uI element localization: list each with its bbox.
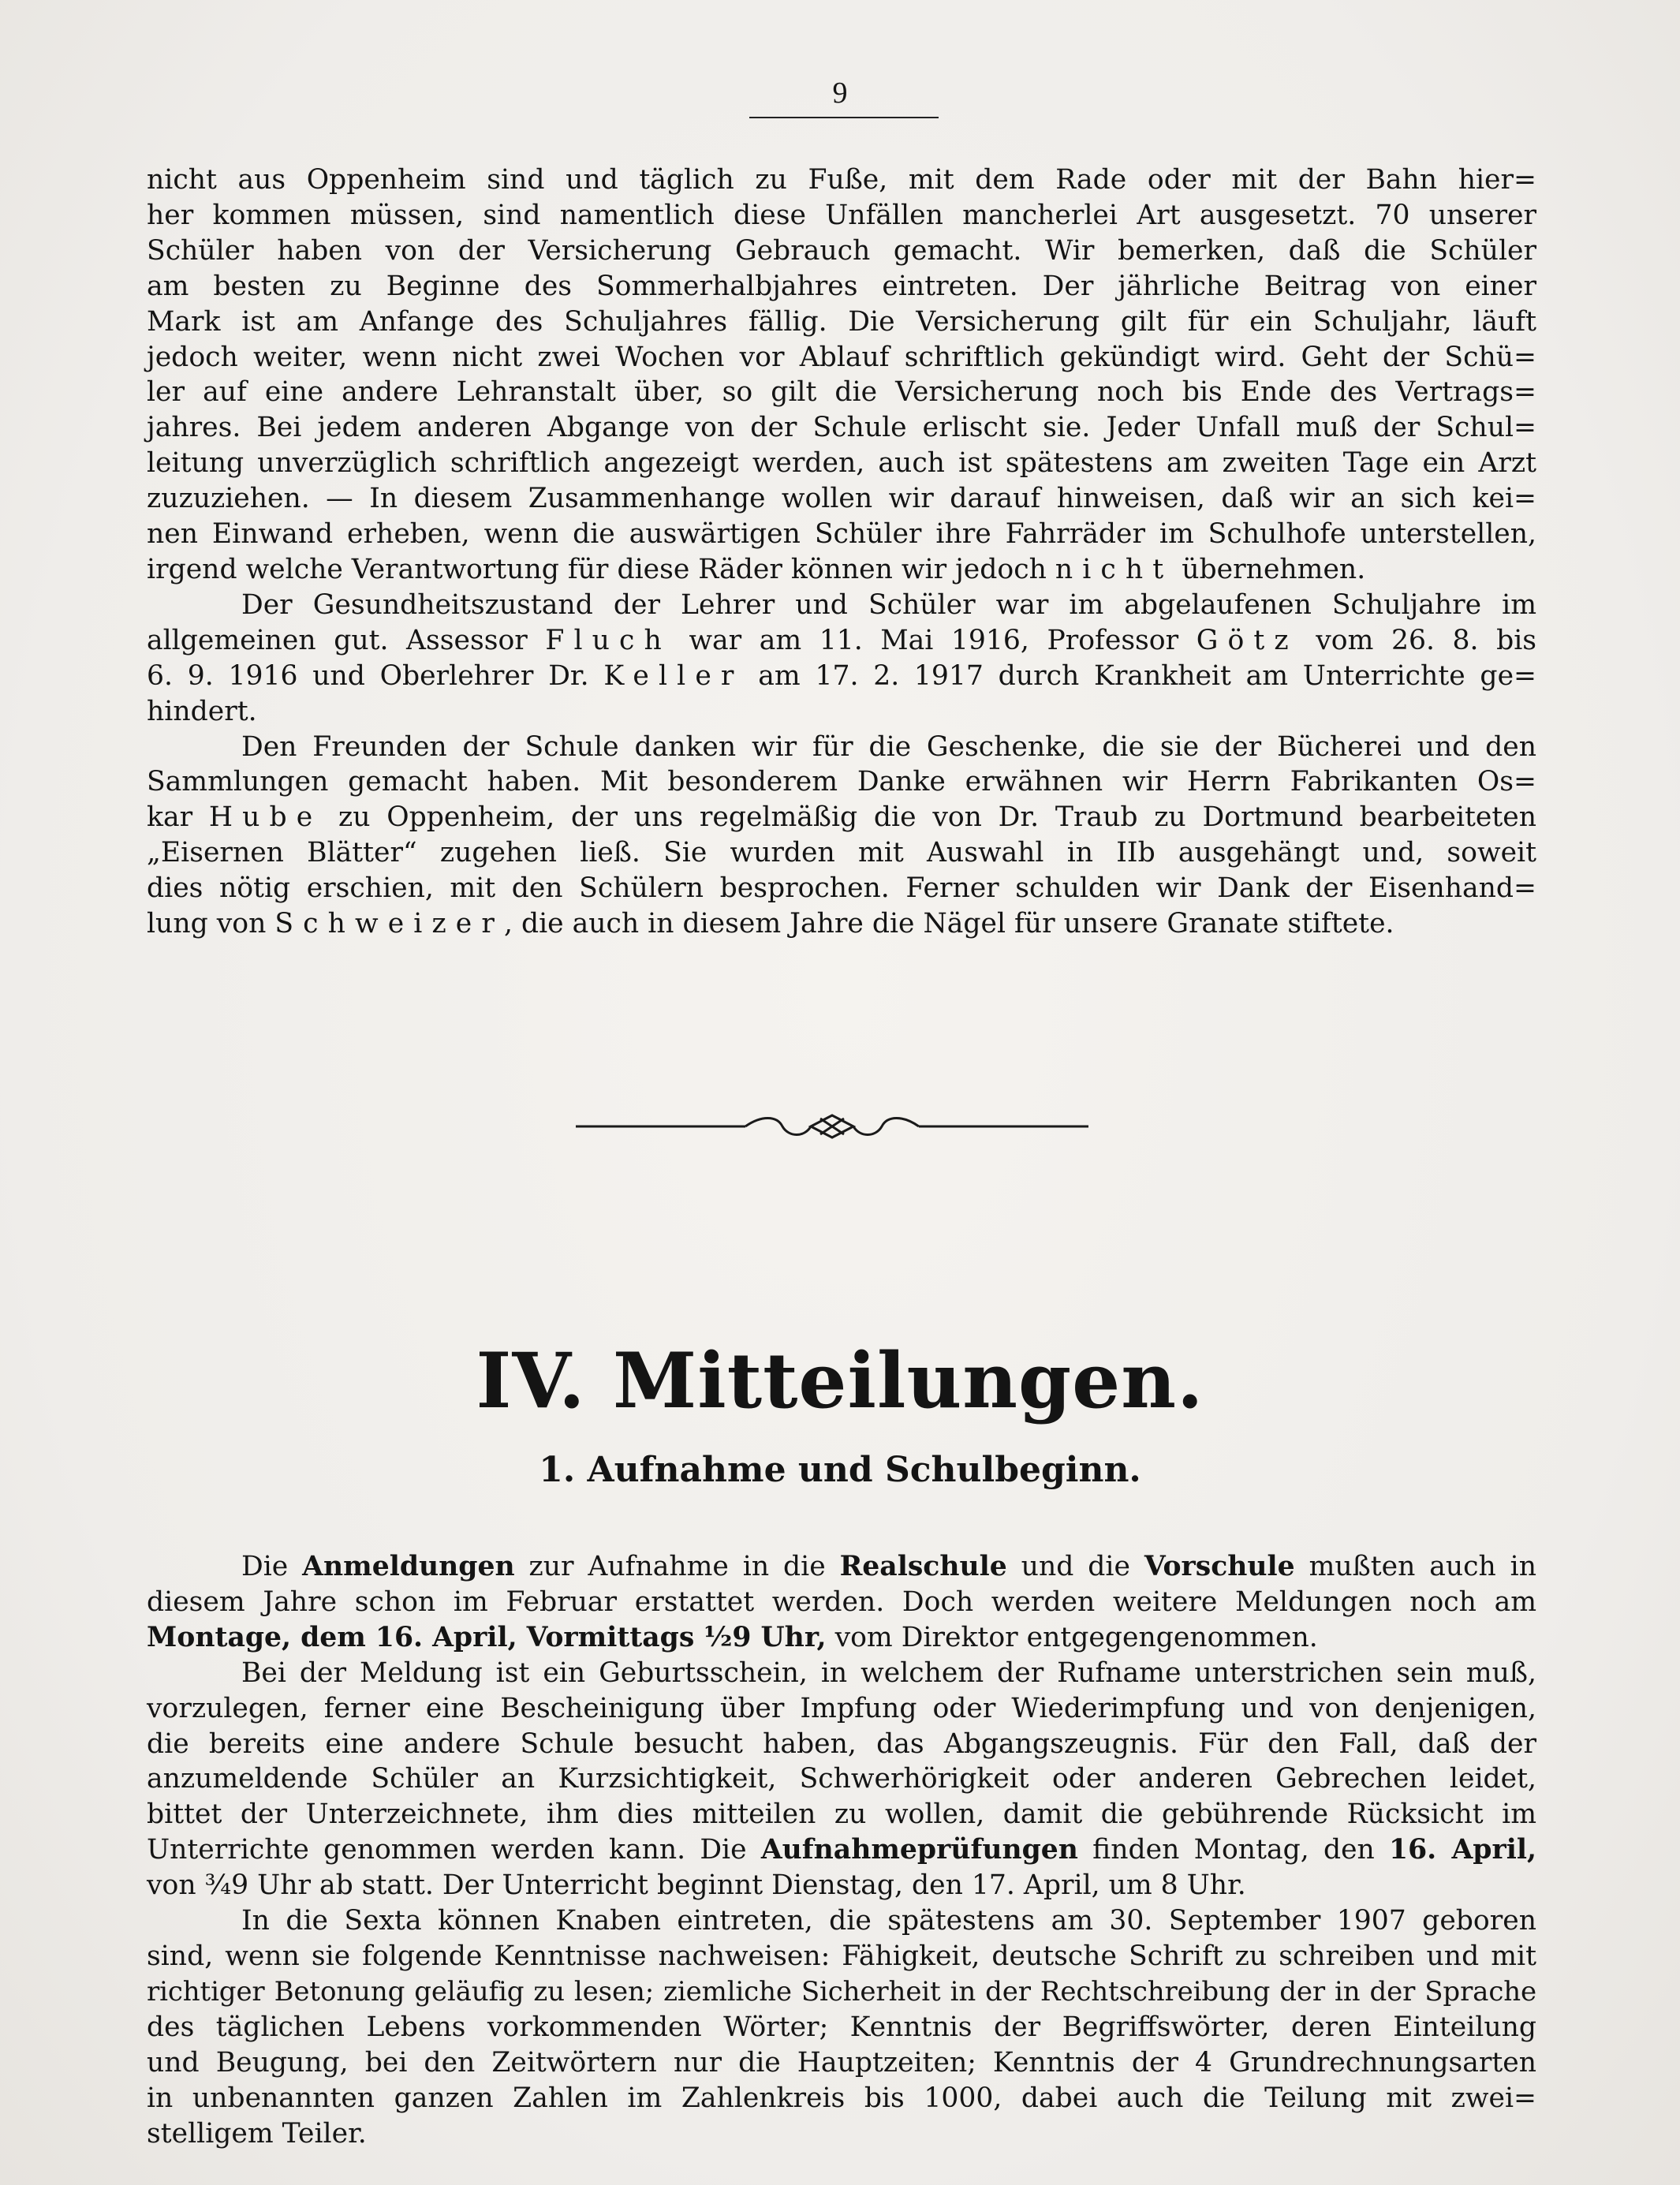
text-run: am 17. 2. 1917 durch Krankheit am Unterrichte ge= [743, 659, 1537, 692]
body-text-top [147, 162, 1536, 942]
text-line: sind, wenn sie folgende Kenntnisse nachweisen: Fähigkeit, deutsche Schrift zu schreiben und mit [147, 1940, 1536, 1972]
text-run: zur Aufnahme in die [514, 1551, 840, 1582]
emphasis-bold: Anmeldungen [302, 1551, 515, 1582]
text-line: am besten zu Beginne des Sommerhalbjahres eintreten. Der jährliche Beitrag von einer [147, 270, 1536, 302]
text-run: kar [147, 801, 209, 834]
text-line: ler auf eine andere Lehranstalt über, so gilt die Versicherung noch bis Ende des Vertrags= [147, 376, 1536, 409]
text-run: zu Oppenheim, der uns regelmäßig die von Dr. Traub zu Dortmund bearbeiteten [322, 801, 1536, 834]
text-run: war am 11. Mai 1916, Professor [670, 624, 1197, 656]
text-line: nicht aus Oppenheim sind und täglich zu Fuße, mit dem Rade oder mit der Bahn hier= [147, 164, 1536, 196]
person-name: Fluch [545, 624, 671, 656]
text-line: dies nötig erschien, mit den Schülern besprochen. Ferner schulden wir Dank der Eisenhand= [147, 872, 1536, 905]
text-line: in unbenannten ganzen Zahlen im Zahlenkreis bis 1000, dabei auch die Teilung mit zwei= [147, 2082, 1536, 2114]
text-run: lung von [147, 908, 275, 940]
text-run: vom 26. 8. bis [1297, 624, 1537, 656]
text-line [147, 1549, 1536, 1585]
text-line [147, 552, 1536, 588]
text-line: jahres. Bei jedem anderen Abgange von der Schule erlischt sie. Jeder Unfall muß der Schul= [147, 412, 1536, 444]
text-line: stelligem Teiler. [147, 2117, 367, 2150]
text-line: nen Einwand erheben, wenn die auswärtigen Schüler ihre Fahrräder im Schulhofe unterstellen, [147, 518, 1536, 551]
text-run: vom Direktor entgegengenommen. [826, 1621, 1318, 1653]
text-line: des täglichen Lebens vorkommenden Wörter; Kenntnis der Begriffswörter, deren Einteilung [147, 2011, 1536, 2043]
text-line: her kommen müssen, sind namentlich diese Unfällen mancherlei Art ausgesetzt. 70 unserer [147, 199, 1536, 231]
text-line: jedoch weiter, wenn nicht zwei Wochen vor Ablauf schriftlich gekündigt wird. Geht der Schü= [147, 341, 1536, 373]
text-line: zuzuziehen. — In diesem Zusammenhange wollen wir darauf hinweisen, daß wir an sich kei= [147, 483, 1536, 515]
text-line [147, 1832, 1536, 1868]
text-line: richtiger Betonung geläufig zu lesen; ziemliche Sicherheit in der Rechtschreibung der in der Sprache [147, 1975, 1536, 2008]
emphasis-bold: Montage, dem 16. April, Vormittags ½9 Uhr, [147, 1621, 827, 1653]
section-heading: IV. Mitteilungen. [476, 1336, 1204, 1425]
text-run: finden Montag, den [1077, 1834, 1390, 1866]
text-run: übernehmen. [1173, 553, 1366, 585]
text-line: Der Gesundheitszustand der Lehrer und Schüler war im abgelaufenen Schuljahre im [241, 588, 1536, 621]
text-line [147, 623, 1536, 659]
text-line: Bei der Meldung ist ein Geburtsschein, in welchem der Rufname unterstrichen sein muß, [241, 1656, 1536, 1689]
text-line: In die Sexta können Knaben eintreten, die spätestens am 30. September 1907 geboren [241, 1905, 1536, 1937]
emphasis-bold: Vorschule [1144, 1551, 1295, 1582]
text-line [147, 800, 1536, 835]
text-line [147, 1620, 1536, 1656]
ornament-divider [576, 1111, 1088, 1142]
person-name: Schweizer [274, 908, 504, 940]
emphasis-bold: 16. April, [1389, 1834, 1537, 1866]
text-line [147, 659, 1536, 694]
text-line: Schüler haben von der Versicherung Gebrauch gemacht. Wir bemerken, daß die Schüler [147, 234, 1536, 267]
emphasis-bold: Realschule [839, 1551, 1007, 1582]
emphasis-bold: Aufnahmeprüfungen [760, 1834, 1078, 1866]
person-name: Hube [208, 801, 323, 834]
text-run: Die [241, 1551, 303, 1582]
text-line: leitung unverzüglich schriftlich angezeigt werden, auch ist spätestens am zweiten Tage ein Arzt [147, 447, 1536, 480]
text-run: irgend welche Verantwortung für diese Räder können wir jedoch [147, 553, 1055, 585]
text-line: Den Freunden der Schule danken wir für die Geschenke, die sie der Bücherei und den [241, 730, 1536, 763]
text-line: die bereits eine andere Schule besucht haben, das Abgangszeugnis. Für den Fall, daß der [147, 1727, 1536, 1760]
text-line: von ¾9 Uhr ab statt. Der Unterricht beginnt Dienstag, den 17. April, um 8 Uhr. [147, 1869, 1246, 1902]
body-text-bottom [147, 1549, 1536, 2151]
text-line: Sammlungen gemacht haben. Mit besonderem Danke erwähnen wir Herrn Fabrikanten Os= [147, 766, 1536, 798]
text-line: vorzulegen, ferner eine Bescheinigung über Impfung oder Wiederimpfung und von denjenigen, [147, 1692, 1536, 1724]
text-line: hindert. [147, 695, 257, 727]
text-line: diesem Jahre schon im Februar erstattet werden. Doch werden weitere Meldungen noch am [147, 1586, 1536, 1618]
subsection-heading: 1. Aufnahme und Schulbeginn. [539, 1450, 1141, 1490]
emphasis-spaced: nicht [1055, 553, 1174, 585]
page-number-rule [749, 117, 939, 118]
text-line: „Eisernen Blätter“ zugehen ließ. Sie wurden mit Auswahl in IIb ausgehängt und, soweit [147, 837, 1536, 869]
text-run: allgemeinen gut. Assessor [147, 624, 546, 656]
person-name: Götz [1196, 624, 1298, 656]
text-line: anzumeldende Schüler an Kurzsichtigkeit, Schwerhörigkeit oder anderen Gebrechen leidet, [147, 1763, 1536, 1795]
text-run: mußten auch in [1294, 1551, 1537, 1582]
text-line [147, 906, 1536, 942]
page-number: 9 [832, 77, 848, 110]
text-run: und die [1006, 1551, 1144, 1582]
text-line: bittet der Unterzeichnete, ihm dies mitteilen zu wollen, damit die gebührende Rücksicht im [147, 1798, 1536, 1831]
text-line: Mark ist am Anfange des Schuljahres fällig. Die Versicherung gilt für ein Schuljahr, läuft [147, 305, 1536, 338]
text-run: 6. 9. 1916 und Oberlehrer Dr. [147, 659, 604, 692]
text-run: , die auch in diesem Jahre die Nägel für unsere Granate stiftete. [504, 908, 1394, 940]
text-line: und Beugung, bei den Zeitwörtern nur die Hauptzeiten; Kenntnis der 4 Grundrechnungsarten [147, 2046, 1536, 2079]
person-name: Keller [603, 659, 744, 692]
text-run: Unterrichte genommen werden kann. Die [147, 1834, 761, 1866]
